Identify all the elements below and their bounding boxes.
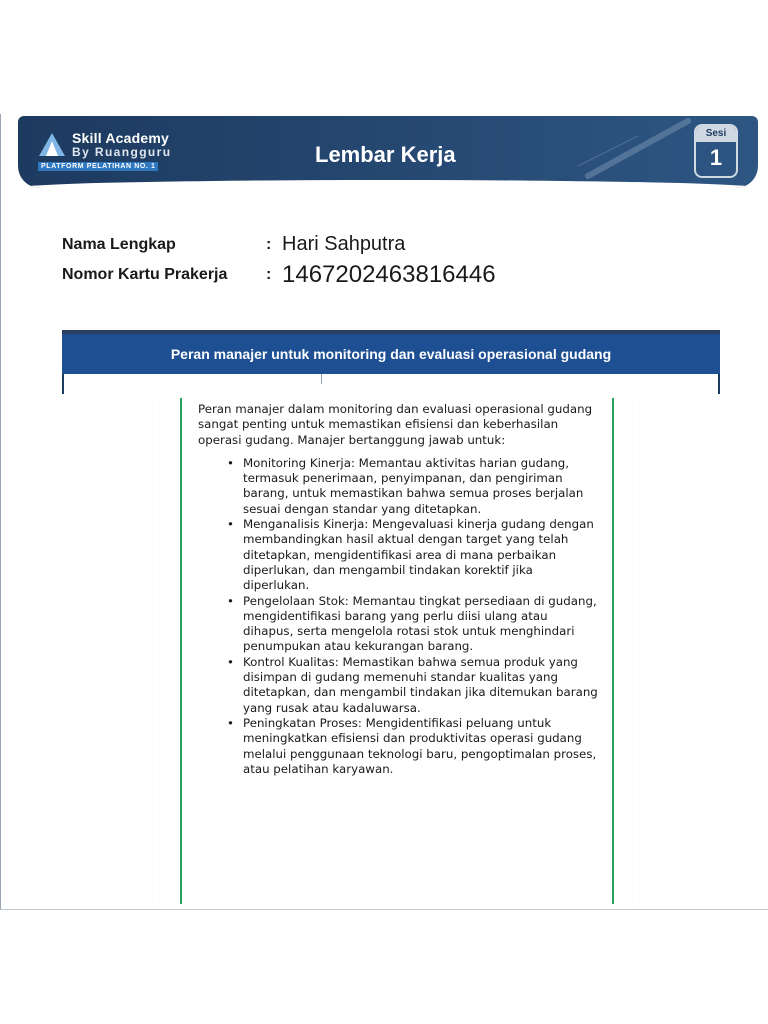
list-item bbox=[227, 654, 598, 716]
list-item bbox=[227, 593, 598, 655]
name-separator: : bbox=[266, 236, 272, 253]
right-border-line bbox=[612, 398, 614, 904]
bullet-icon: • bbox=[227, 517, 234, 532]
list-item-text: Pengelolaan Stok: Memantau tingkat persediaan di gudang, mengidentifikasi barang yang perlu diisi ulang atau dihapus, serta mengelola rotasi stok untuk menghindari penumpukan atau kekurangan barang. bbox=[243, 593, 597, 654]
section-title: Peran manajer untuk monitoring dan evaluasi operasional gudang bbox=[170, 346, 612, 362]
session-label: Sesi bbox=[696, 126, 736, 142]
skill-academy-logo-icon bbox=[38, 132, 66, 158]
list-item-text: Peningkatan Proses: Mengidentifikasi peluang untuk meningkatkan efisiensi dan produktivitas operasi gudang melalui penggunaan teknologi baru, pengoptimalan proses, atau pelatihan karyawan. bbox=[243, 715, 597, 776]
bullet-icon: • bbox=[227, 593, 234, 608]
pen-decoration-icon bbox=[578, 116, 698, 188]
list-item bbox=[227, 455, 598, 517]
card-number-separator: : bbox=[266, 266, 272, 283]
list-item-text: Kontrol Kualitas: Memastikan bahwa semua produk yang disimpan di gudang memenuhi standar kualitas yang ditetapkan, dan mengambil tindakan jika ditemukan barang yang rusak atau kadaluwarsa. bbox=[243, 654, 598, 715]
intro-paragraph: Peran manajer dalam monitoring dan evaluasi operasional gudang sangat penting untuk memastikan efisiensi dan keberhasilan operasi gudang. Manajer bertanggung jawab untuk: bbox=[198, 402, 593, 447]
section-header bbox=[62, 330, 720, 374]
column-divider bbox=[321, 374, 322, 384]
page-title: Lembar Kerja bbox=[315, 142, 456, 167]
card-number-value: 1467202463816446 bbox=[282, 261, 496, 288]
answer-content bbox=[160, 398, 632, 904]
list-item bbox=[227, 517, 598, 593]
brand-subtitle: By Ruangguru bbox=[72, 145, 172, 159]
bullet-icon: • bbox=[227, 715, 234, 730]
list-item bbox=[227, 715, 598, 777]
answer-text bbox=[198, 402, 598, 777]
skill-academy-logo bbox=[38, 130, 213, 174]
responsibility-list bbox=[198, 456, 598, 777]
left-border-line bbox=[180, 398, 182, 904]
session-badge bbox=[694, 124, 738, 178]
card-number-label: Nomor Kartu Prakerja bbox=[62, 266, 228, 283]
name-value: Hari Sahputra bbox=[282, 233, 406, 255]
worksheet-header bbox=[18, 116, 758, 188]
bullet-icon: • bbox=[227, 455, 234, 470]
brand-tagline: PLATFORM PELATIHAN NO. 1 bbox=[38, 162, 158, 171]
name-label: Nama Lengkap bbox=[62, 236, 176, 253]
brand-name: Skill Academy bbox=[72, 130, 170, 146]
bullet-icon: • bbox=[227, 654, 234, 669]
list-item-text: Menganalisis Kinerja: Mengevaluasi kinerja gudang dengan membandingkan hasil aktual dengan target yang telah ditetapkan, mengidentifikasi area di mana perbaikan diperlukan, dan mengambil tindakan korektif jika diperlukan. bbox=[243, 517, 594, 593]
session-number: 1 bbox=[709, 145, 723, 170]
list-item-text: Monitoring Kinerja: Memantau aktivitas harian gudang, termasuk penerimaan, penyimpanan, dan pengiriman barang, untuk memastikan bahwa semua proses berjalan sesuai dengan standar yang ditetapkan. bbox=[243, 455, 584, 516]
